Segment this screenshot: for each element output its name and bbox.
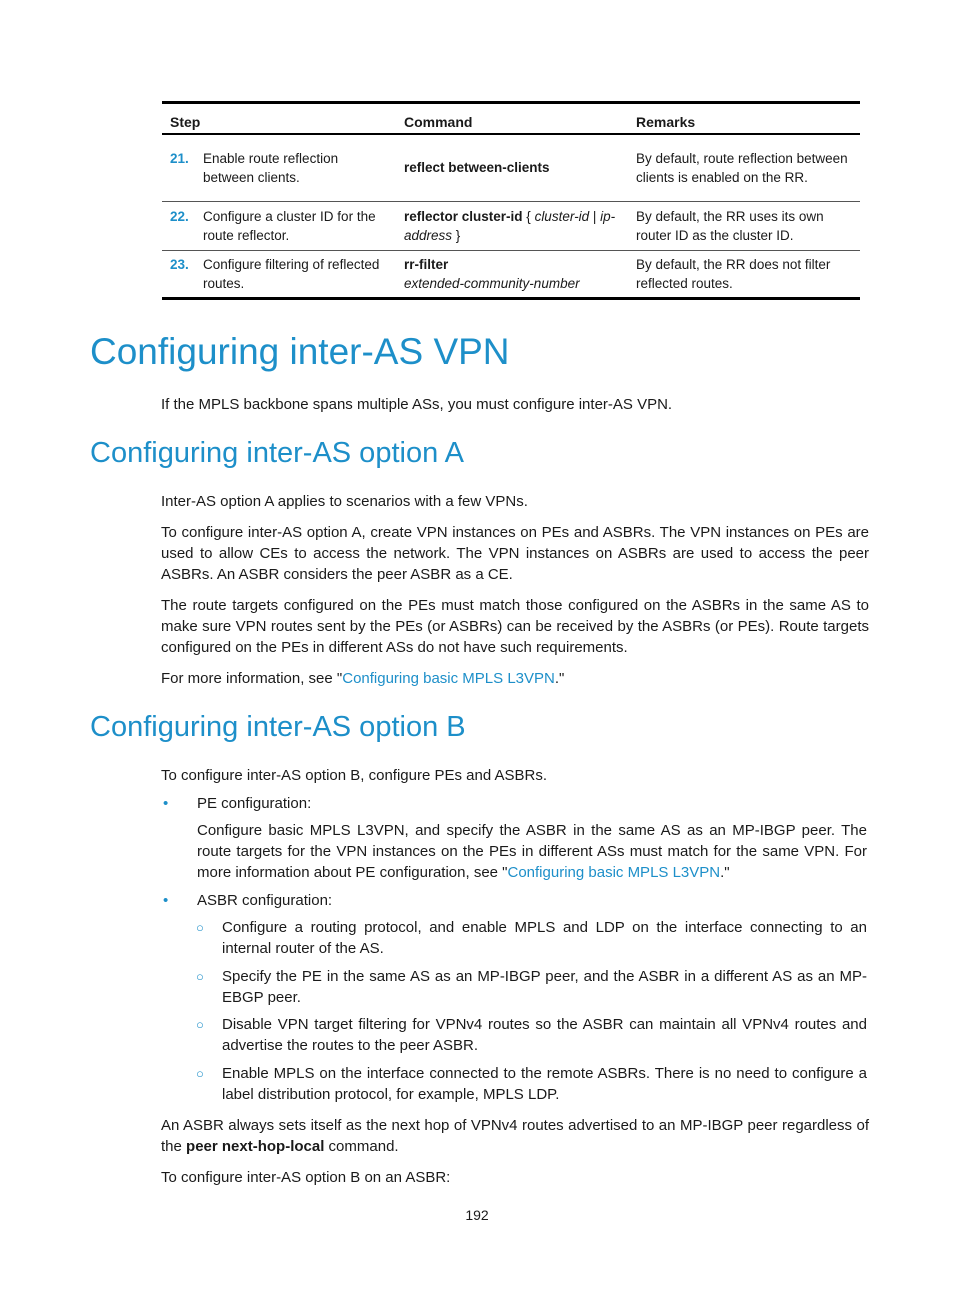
- command-keyword: rr-filter: [404, 256, 449, 272]
- table-header-row: [162, 103, 860, 135]
- header-remarks: Remarks: [628, 103, 860, 135]
- bullet-item: ASBR configuration:: [197, 892, 333, 909]
- section-heading: Configuring inter-AS VPN: [90, 331, 510, 372]
- sub-bullet-icon: ○: [196, 969, 204, 984]
- text: .": [720, 864, 730, 881]
- command-cell: [396, 201, 628, 250]
- step-number: 21.: [170, 150, 189, 166]
- bullet-icon: •: [163, 892, 169, 909]
- command-argument: extended-community-number: [404, 275, 580, 291]
- paragraph: [161, 1115, 869, 1157]
- link-configuring-basic-mpls-l3vpn[interactable]: Configuring basic MPLS L3VPN: [342, 670, 555, 687]
- command-keyword: reflect between-clients: [404, 160, 550, 176]
- subsection-heading-option-b: Configuring inter-AS option B: [90, 711, 466, 743]
- paragraph: [161, 668, 869, 689]
- command-argument: ip-address: [404, 208, 616, 243]
- paragraph: [197, 820, 867, 883]
- sub-bullet-item: Configure a routing protocol, and enable MPLS and LDP on the interface connecting to an internal router of the AS.: [222, 919, 867, 957]
- table-row: [162, 134, 860, 201]
- step-number: 22.: [170, 208, 189, 224]
- step-cell: [162, 201, 396, 250]
- text: For more information, see ": [161, 670, 343, 687]
- remarks-cell: By default, route reflection between clients is enabled on the RR.: [628, 134, 860, 201]
- page-number: 192: [465, 1207, 489, 1223]
- paragraph: The route targets configured on the PEs must match those configured on the ASBRs in the same AS to make sure VPN routes sent by the PEs (or ASBRs) can be received by the ASBRs (or PEs). Route targets configured on the PEs in different ASs do not have such requirements.: [161, 597, 869, 656]
- command-cell: [396, 134, 628, 201]
- text: Configure basic MPLS L3VPN, and specify the ASBR in the same AS as an MP-IBGP peer. The route targets for the VPN instances on the PEs in different ASs must match for the same VPN. For more information about PE configuration, see ": [197, 822, 867, 881]
- text: command.: [324, 1138, 399, 1155]
- command-keyword: peer next-hop-local: [186, 1138, 325, 1155]
- sub-bullet-icon: ○: [196, 1017, 204, 1032]
- step-cell: [162, 134, 396, 201]
- sub-bullet-item: Enable MPLS on the interface connected to the remote ASBRs. There is no need to configure a label distribution protocol, for example, MPLS LDP.: [222, 1065, 867, 1103]
- command-brace-open: {: [522, 208, 535, 224]
- header-command: Command: [396, 103, 628, 135]
- command-keyword: reflector cluster-id: [404, 208, 523, 224]
- command-cell: [396, 250, 628, 298]
- table-row: [162, 250, 860, 298]
- paragraph: To configure inter-AS option B, configure PEs and ASBRs.: [161, 767, 548, 784]
- bullet-icon: •: [163, 795, 169, 812]
- remarks-cell: By default, the RR uses its own router ID as the cluster ID.: [628, 201, 860, 250]
- sub-bullet-icon: ○: [196, 1066, 204, 1081]
- subsection-heading-option-a: Configuring inter-AS option A: [90, 437, 464, 469]
- command-table: [162, 101, 860, 300]
- link-configuring-basic-mpls-l3vpn[interactable]: Configuring basic MPLS L3VPN: [507, 864, 721, 881]
- step-description: Configure a cluster ID for the route reflector.: [203, 208, 376, 243]
- remarks-cell: By default, the RR does not filter reflected routes.: [636, 256, 831, 291]
- step-description: Configure filtering of reflected routes.: [203, 256, 380, 291]
- paragraph: To configure inter-AS option A, create VPN instances on PEs and ASBRs. The VPN instances on PEs are used to allow CEs to access the network. The VPN instances on ASBRs are used to access the peer ASBRs. An ASBR considers the peer ASBR as a CE.: [161, 524, 869, 583]
- paragraph: Inter-AS option A applies to scenarios with a few VPNs.: [161, 493, 528, 510]
- step-description: Enable route reflection between clients.: [203, 150, 339, 185]
- sub-bullet-icon: ○: [196, 920, 204, 935]
- sub-bullet-item: Specify the PE in the same AS as an MP-IBGP peer, and the ASBR in a different AS as an MP-EBGP peer.: [222, 968, 867, 1006]
- table-row: [162, 201, 860, 250]
- step-number: 23.: [170, 256, 189, 272]
- sub-bullet-item: Disable VPN target filtering for VPNv4 routes so the ASBR can maintain all VPNv4 routes and advertise the routes to the peer ASBR.: [222, 1016, 867, 1054]
- command-separator: |: [589, 208, 601, 224]
- paragraph: To configure inter-AS option B on an ASBR:: [161, 1169, 451, 1186]
- intro-paragraph: If the MPLS backbone spans multiple ASs, you must configure inter-AS VPN.: [161, 396, 673, 413]
- text: .": [554, 670, 565, 687]
- command-argument: cluster-id: [534, 208, 590, 224]
- text: An ASBR always sets itself as the next hop of VPNv4 routes advertised to an MP-IBGP peer regardless of the: [161, 1117, 869, 1155]
- header-step: Step: [162, 103, 396, 135]
- bullet-item: PE configuration:: [197, 795, 312, 812]
- step-cell: [162, 250, 396, 298]
- command-brace-close: }: [452, 227, 461, 243]
